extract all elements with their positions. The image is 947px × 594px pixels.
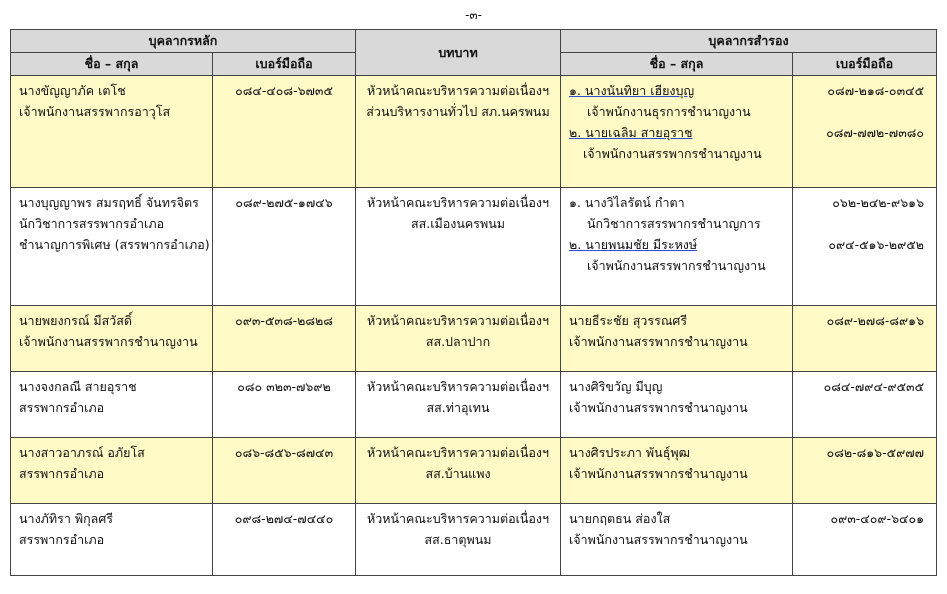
backup-staff-title: เจ้าพนักงานสรรพากรชำนาญงาน [587,258,766,273]
backup-staff-title: เจ้าพนักงานสรรพากรชำนาญงาน [569,334,748,349]
main-staff-name: นางบุญญาพร สมรฤทธิ์ จันทรจิตร [19,195,199,210]
backup-staff-name: ๒. นายเฉลิม สายอุราช [569,125,693,140]
backup-staff-title: เจ้าพนักงานสรรพากรชำนาญงาน [569,532,748,547]
backup-staff-name: นายธีระชัย สุวรรณศรี [569,313,688,328]
page-number: -๓- [465,8,482,22]
main-staff-title: สรรพากรอำเภอ [19,400,105,415]
backup-staff-title: เจ้าพนักงานธุรการชำนาญงาน [587,104,751,119]
backup-staff-phone: ๐๘๙-๒๗๘-๘๙๑๖ [826,313,925,328]
backup-staff-name: นายกฤตธน ส่องใส [569,511,671,526]
role-line-2: สส.เมืองนครพนม [411,216,506,231]
main-staff-name: นางขัญญาภัค เตโช [19,83,126,98]
header-backup-phone: เบอร์มือถือ [793,53,937,76]
backup-staff-phone: ๐๘๗-๒๑๘-๐๓๔๕ [827,83,925,98]
staff-roster-table [10,29,937,576]
header-main-phone: เบอร์มือถือ [213,53,356,76]
table-row [11,306,937,372]
main-staff-title: สรรพากรอำเภอ [19,532,105,547]
backup-staff-phone: ๐๙๔-๕๑๖-๒๙๕๒ [828,237,925,252]
role-line-1: หัวหน้าคณะบริหารความต่อเนื่องฯ [366,313,550,328]
main-staff-name: นายพยงกรณ์ มีสวัสดิ์ [19,313,133,328]
header-main-staff: บุคลากรหลัก [11,30,356,53]
main-staff-phone: ๐๘๐ ๓๒๓-๗๖๙๒ [237,379,331,394]
table-row [11,188,937,306]
role-line-1: หัวหน้าคณะบริหารความต่อเนื่องฯ [366,445,550,460]
header-main-name: ชื่อ – สกุล [11,53,213,76]
header-backup-name: ชื่อ – สกุล [561,53,793,76]
main-staff-title: นักวิชาการสรรพากรอำเภอ [19,216,165,231]
main-staff-phone: ๐๙๘-๒๗๔-๗๔๔๐ [234,511,334,526]
table-row [11,504,937,576]
backup-staff-name: นางศิรประภา พันธุ์พุฒ [569,445,690,460]
table-row [11,438,937,504]
role-line-1: หัวหน้าคณะบริหารความต่อเนื่องฯ [366,83,550,98]
role-line-1: หัวหน้าคณะบริหารความต่อเนื่องฯ [366,379,550,394]
backup-staff-name: ๒. นายพนมชัย มีระหงษ์ [569,237,698,252]
main-staff-name: นางจงกลณี สายอุราช [19,379,137,394]
role-line-2: สส.ปลาปาก [425,334,491,349]
table-row [11,372,937,438]
backup-staff-phone: ๐๘๔-๗๙๔-๙๕๓๕ [823,379,925,394]
main-staff-title: สรรพากรอำเภอ [19,466,105,481]
backup-staff-title: เจ้าพนักงานสรรพากรชำนาญงาน [569,400,748,415]
role-line-2: สส.บ้านแพง [425,466,491,481]
backup-staff-name: ๑. นางนันทิยา เฮียงบุญ [569,83,695,98]
header-backup-staff: บุคลากรสำรอง [561,30,937,53]
main-staff-title: เจ้าพนักงานสรรพากรชำนาญงาน [19,334,198,349]
backup-staff-name: ๑. นางวิไลรัตน์ กำตา [569,195,685,210]
role-line-1: หัวหน้าคณะบริหารความต่อเนื่องฯ [366,511,550,526]
backup-staff-name: นางศิริขวัญ มีบุญ [569,379,663,394]
main-staff-name: นางสาวอาภรณ์ อภัยโส [19,445,145,460]
main-staff-phone: ๐๘๔-๔๐๘-๖๗๓๕ [235,83,333,98]
main-staff-phone: ๐๙๓-๕๓๘-๒๘๒๘ [235,313,333,328]
main-staff-title: เจ้าพนักงานสรรพากรอาวุโส [19,104,171,119]
role-line-2: สส.ท่าอุเทน [426,400,490,415]
main-staff-phone: ๐๘๖-๘๕๖-๘๗๔๓ [234,445,334,460]
backup-staff-phone: ๐๙๓-๔๐๙-๖๔๐๑ [830,511,925,526]
main-staff-phone: ๐๘๙-๒๗๕-๑๗๔๖ [235,195,333,210]
main-staff-title-2: ชำนาญการพิเศษ (สรรพากรอำเภอ) [19,237,210,252]
table-row [11,76,937,188]
role-line-2: ส่วนบริหารงานทั่วไป สภ.นครพนม [366,104,550,119]
backup-staff-title: นักวิชาการสรรพากรชำนาญการ [587,216,761,231]
main-staff-name: นางภัทิรา พิกุลศรี [19,511,113,526]
backup-staff-title: เจ้าพนักงานสรรพากรชำนาญงาน [583,146,762,161]
backup-staff-title: เจ้าพนักงานสรรพากรชำนาญงาน [569,466,748,481]
role-line-1: หัวหน้าคณะบริหารความต่อเนื่องฯ [366,195,550,210]
backup-staff-phone: ๐๖๒-๒๔๒-๙๖๑๖ [832,195,925,210]
backup-staff-phone: ๐๘๗-๗๗๒-๗๓๘๐ [826,125,925,140]
header-role: บทบาท [356,30,561,76]
role-line-2: สส.ธาตุพนม [424,532,492,547]
backup-staff-phone: ๐๘๒-๘๑๖-๕๙๗๗ [826,445,925,460]
